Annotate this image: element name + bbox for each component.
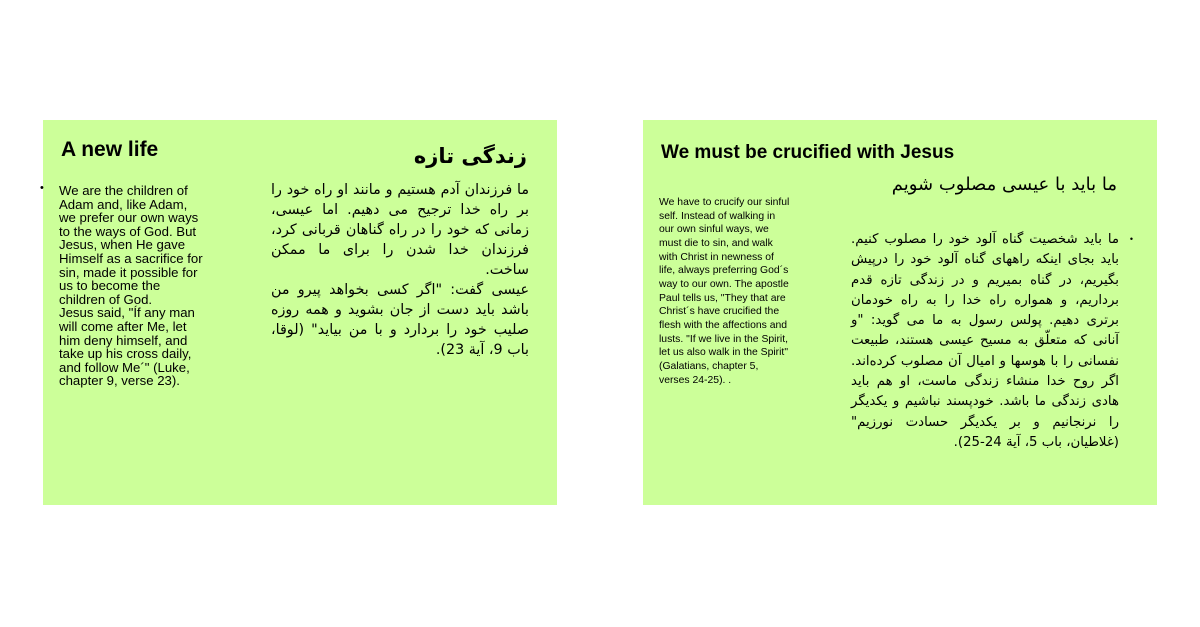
slide-title-persian: زندگی تازه xyxy=(413,144,527,168)
persian-body-text xyxy=(271,180,529,360)
slide-title-persian: ما باید با عیسی مصلوب شویم xyxy=(891,174,1117,195)
slide-title-english: We must be crucified with Jesus xyxy=(661,142,955,163)
persian-paragraph: عیسی گفت: "اگر کسی بخواهد پیرو من باشد باید دست از جان بشوید و همه روزه صلیب خود را بردارد و با من بیاید" (لوقا، باب 9، آیة 23). xyxy=(271,282,529,358)
persian-body-text: ما باید شخصیت گناه آلود خود را مصلوب کنیم. باید بجای اینکه راههای گناه آلود خود را درپیش بگیریم، در گناه بمیریم و در زندگی تازه قدم برداریم، و همواره راه خدا را به راه خودمان برتری دهیم. پولس رسول به ما می گوید: "و آنانی که متعلّق به مسیح عیسی هستند، طبیعت نفسانی را با هوسها و امیال آن مصلوب کرده‌اند. اگر روح خدا منشاء زندگی ماست، او هم باید هادی زندگی ما باشد. خودپسند نباشیم و یکدیگر را نرنجانیم و بر یکدیگر حسادت نورزیم" (غلاطیان، باب 5، آیة 24-25). xyxy=(851,232,1119,450)
persian-paragraph: ما فرزندان آدم هستیم و مانند او راه خود را بر راه خدا ترجیح می دهیم. اما عیسی، زمانی که خود را در راه گناهان قربانی کرد، فرزندان خدا شدن را برای ما ممکن ساخت. xyxy=(271,182,529,278)
slide-crucified-with-jesus xyxy=(643,120,1157,505)
slide-a-new-life xyxy=(40,120,557,505)
bullet-icon: • xyxy=(1129,234,1133,244)
english-body-text: We have to crucify our sinful self. Instead of walking in our own sinful ways, we must die to sin, and walk with Christ in newness of life, always preferring God´s way to our own. The apostle Paul tells us, "They that are Christ´s have crucified the flesh with the affections and lusts. "If we live in the Spirit, let us also walk in the Spirit" (Galatians, chapter 5, verses 24-25). . xyxy=(659,197,793,386)
slide-title-english: A new life xyxy=(61,138,159,161)
english-body-text: We are the children of Adam and, like Adam, we prefer our own ways to the ways of God. But Jesus, when He gave Himself as a sacrifice for sin, made it possible for us to become the children of God. Jesus said, "Íf any man will come after Me, let him deny himself, and take up his cross daily, and follow Me´" (Luke, chapter 9, verse 23). xyxy=(59,183,203,389)
bullet-icon: • xyxy=(40,182,44,194)
